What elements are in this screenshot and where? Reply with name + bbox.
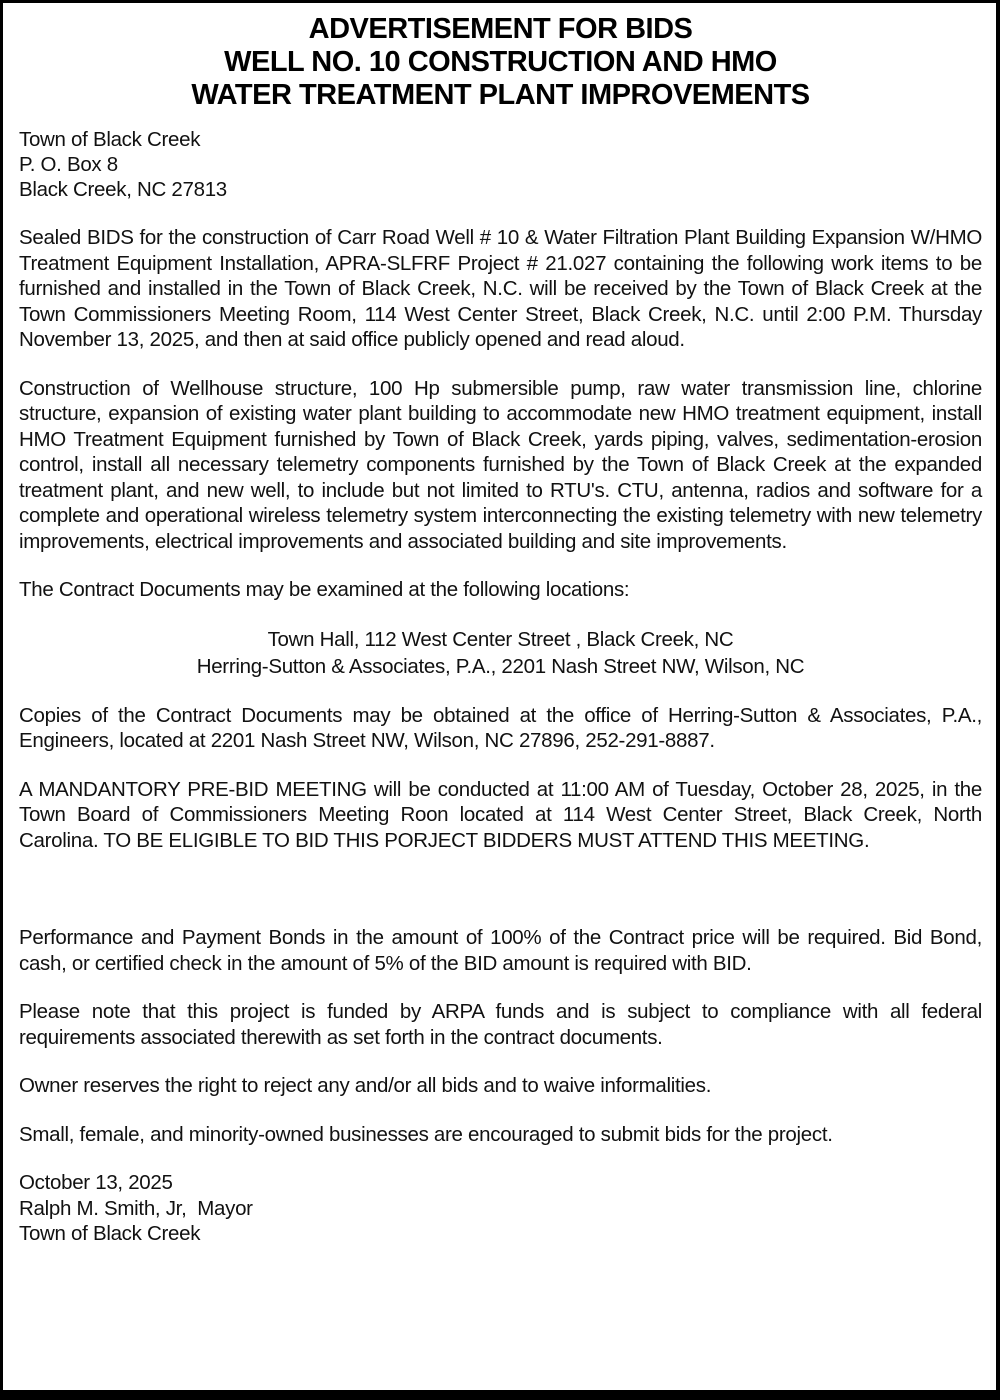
signature-mayor: Ralph M. Smith, Jr, Mayor <box>19 1196 253 1220</box>
signature-block <box>19 1170 982 1247</box>
document-content <box>3 3 996 1390</box>
paragraph-arpa-funding: Please note that this project is funded by ARPA funds and is subject to compliance with all federal requirements associated therewith as set forth in the contract documents. <box>19 1000 982 1049</box>
paragraph-contract-documents-intro: The Contract Documents may be examined at the following locations: <box>19 578 630 601</box>
signature-town: Town of Black Creek <box>19 1222 201 1245</box>
paragraph-sealed-bids: Sealed BIDS for the construction of Carr Road Well # 10 & Water Filtration Plant Building Expansion W/HMO Treatment Equipment Installation, APRA-SLFRF Project # 21.027 containing the following work items to be furnished and installed in the Town of Black Creek, N.C. will be received by the Town of Black Creek at the Town Commissioners Meeting Room, 114 West Center Street, Black Creek, N.C. until 2:00 P.M. Thursday November 13, 2025, and then at said office publicly opened and read aloud. <box>19 226 982 351</box>
title-line-2: WELL NO. 10 CONSTRUCTION AND HMO <box>224 46 777 78</box>
paragraph-mwbe: Small, female, and minority-owned businesses are encouraged to submit bids for the project. <box>19 1122 833 1146</box>
paragraph-prebid-meeting: A MANDANTORY PRE-BID MEETING will be conducted at 11:00 AM of Tuesday, October 28, 2025, in the Town Board of Commissioners Meeting Roon located at 114 West Center Street, Black Creek, North Carolina. TO BE ELIGIBLE TO BID THIS PORJECT BIDDERS MUST ATTEND THIS MEETING. <box>19 777 982 852</box>
owner-name: Town of Black Creek <box>19 128 201 151</box>
owner-address-block <box>19 127 982 202</box>
title-line-3: WATER TREATMENT PLANT IMPROVEMENTS <box>191 79 810 111</box>
location-herring-sutton: Herring-Sutton & Associates, P.A., 2201 Nash Street NW, Wilson, NC <box>196 654 805 678</box>
owner-city-state-zip: Black Creek, NC 27813 <box>19 178 227 201</box>
owner-po-box: P. O. Box 8 <box>19 153 118 176</box>
title-line-1: ADVERTISEMENT FOR BIDS <box>308 13 693 45</box>
paragraph-construction-scope: Construction of Wellhouse structure, 100 Hp submersible pump, raw water transmission line, chlorine structure, expansion of existing water plant building to accommodate new HMO treatment equipment, install HMO Treatment Equipment furnished by Town of Black Creek, yards piping, valves, sedimentation-erosion control, install all necessary telemetry components furnished by the Town of Black Creek at the expanded treatment plant, and new well, to include but not limited to RTU's. CTU, antenna, radios and software for a complete and operational wireless telemetry system interconnecting the existing telemetry with new telemetry improvements, electrical improvements and associated building and site improvements. <box>19 376 982 553</box>
paragraph-bonds: Performance and Payment Bonds in the amount of 100% of the Contract price will be required. Bid Bond, cash, or certified check in the amount of 5% of the BID amount is required with BID. <box>19 926 982 975</box>
signature-date: October 13, 2025 <box>19 1171 173 1194</box>
location-town-hall: Town Hall, 112 West Center Street , Black Creek, NC <box>267 627 734 651</box>
paragraph-owner-rights: Owner reserves the right to reject any and/or all bids and to waive informalities. <box>19 1074 712 1097</box>
paragraph-copies: Copies of the Contract Documents may be obtained at the office of Herring-Sutton & Associates, P.A., Engineers, located at 2201 Nash Street NW, Wilson, NC 27896, 252-291-8887. <box>19 703 982 752</box>
document-title <box>19 13 982 112</box>
examination-locations <box>19 626 982 680</box>
